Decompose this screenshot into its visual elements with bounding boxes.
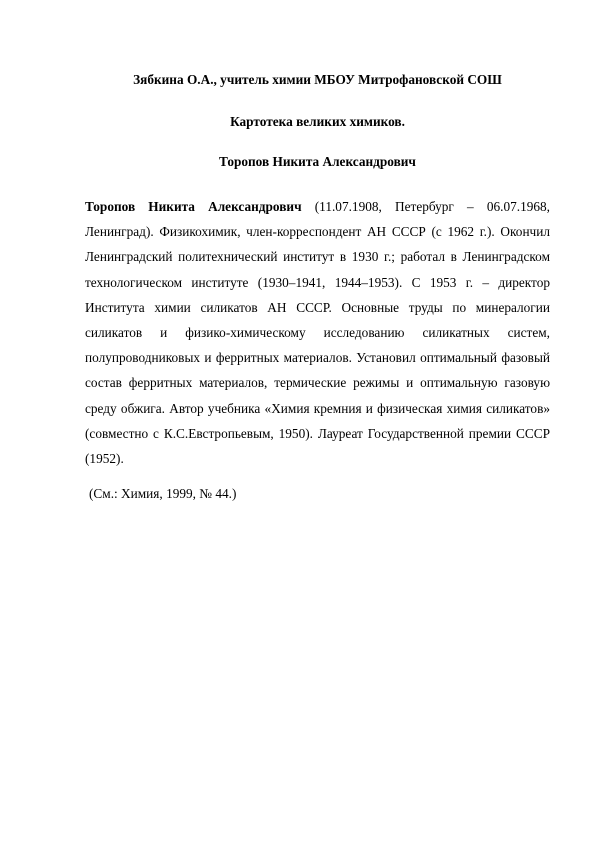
author-line: Зябкина О.А., учитель химии МБОУ Митрофановской СОШ [133,72,502,87]
biography-text: (11.07.1908, Петербург – 06.07.1968, Ленинград). Физикохимик, член-корреспондент АН СССР (с 1962 г.). Окончил Ленинградский политехнический институт в 1930 г.; работал в Ленинградском технологическом институте (1930–1941, 1944–1953). С 1953 г. – директор Института химии силикатов АН СССР. Основные труды по минералогии силикатов и физико-химическому исследованию силикатных систем, полупроводниковых и ферритных материалов. Установил оптимальный фазовый состав ферритных материалов, термические режимы и оптимальную газовую среду обжига. Автор учебника «Химия кремния и физическая химия силикатов» (совместно с К.С.Евстропьевым, 1950). Лауреат Государственной премии СССР (1952). [85,199,551,467]
biography-lead-name: Торопов Никита Александрович [85,199,302,214]
chemist-name-heading: Торопов Никита Александрович [219,154,416,169]
source-citation: (См.: Химия, 1999, № 44.) [89,486,237,501]
biography-paragraph [85,194,550,471]
document-title: Картотека великих химиков. [230,114,405,129]
